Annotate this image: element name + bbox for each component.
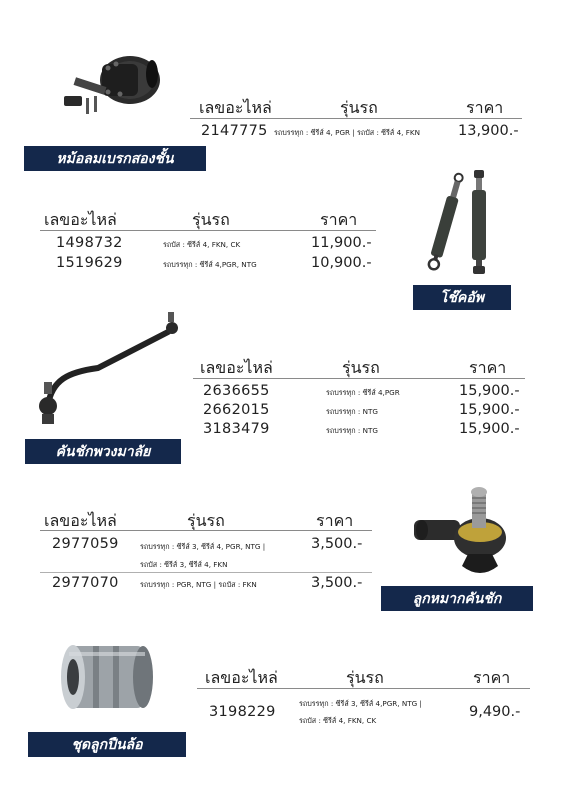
part-number: 2147775 [201,123,268,139]
price: 13,900.- [458,123,519,139]
model-text: รถบรรทุก : ซีรีส์ 3, ซีรีส์ 4,PGR, NTG | [299,699,422,708]
ball-joint-icon [412,480,532,580]
table-rule [40,530,372,531]
header-part-no: เลขอะไหล่ [200,358,273,377]
table-rule [40,572,372,573]
model-text: รถบรรทุก : ซีรีส์ 4,PGR, NTG [163,260,257,269]
table-rule [40,230,376,231]
header-model: รุ่นรถ [342,358,380,377]
part-number: 3183479 [203,421,270,437]
product-title-banner: ลูกหมากคันชัก [381,586,533,611]
model-text: รถบัส : ซีรีส์ 3, ซีรีส์ 4, FKN [140,560,228,569]
header-price: ราคา [473,668,511,687]
product-title-banner: คันชักพวงมาลัย [25,439,181,464]
shock-absorber-icon [424,162,504,282]
part-number: 3198229 [209,704,276,720]
header-part-no: เลขอะไหล่ [205,668,278,687]
model-text: รถบัส : ซีรีส์ 4, FKN, CK [163,240,241,249]
table-rule [190,118,522,119]
price: 15,900.- [459,421,520,437]
header-price: ราคา [469,358,507,377]
drag-link-icon [28,310,188,430]
part-number: 2977059 [52,536,119,552]
product-title-banner: โช๊คอัพ [413,285,511,310]
model-text: รถบรรทุก : ซีรีส์ 4, PGR | รถบัส : ซีรีส์ 4, FKN [274,128,420,137]
model-text: รถบรรทุก : NTG [326,407,378,416]
part-number: 2977070 [52,575,119,591]
price: 10,900.- [311,255,372,271]
header-price: ราคา [320,210,358,229]
header-part-no: เลขอะไหล่ [199,98,272,117]
price: 9,490.- [469,704,521,720]
wheel-bearing-icon [55,632,160,722]
product-title-banner: ชุดลูกปืนล้อ [28,732,186,757]
part-number: 1498732 [56,235,123,251]
model-text: รถบัส : ซีรีส์ 4, FKN, CK [299,716,377,725]
price: 15,900.- [459,402,520,418]
price: 3,500.- [311,536,363,552]
product-title-banner: หม้อลมเบรกสองชั้น [24,146,206,171]
table-rule [193,378,525,379]
part-number: 2636655 [203,383,270,399]
price: 11,900.- [311,235,372,251]
header-model: รุ่นรถ [187,511,225,530]
header-model: รุ่นรถ [346,668,384,687]
header-model: รุ่นรถ [192,210,230,229]
header-part-no: เลขอะไหล่ [44,511,117,530]
model-text: รถบรรทุก : NTG [326,426,378,435]
header-price: ราคา [316,511,354,530]
header-model: รุ่นรถ [340,98,378,117]
price: 15,900.- [459,383,520,399]
header-part-no: เลขอะไหล่ [44,210,117,229]
model-text: รถบรรทุก : ซีรีส์ 4,PGR [326,388,400,397]
brake-chamber-icon [60,48,170,128]
part-number: 2662015 [203,402,270,418]
table-rule [197,688,530,689]
model-text: รถบรรทุก : PGR, NTG | รถบัส : FKN [140,580,257,589]
header-price: ราคา [466,98,504,117]
part-number: 1519629 [56,255,123,271]
model-text: รถบรรทุก : ซีรีส์ 3, ซีรีส์ 4, PGR, NTG | [140,542,266,551]
price: 3,500.- [311,575,363,591]
